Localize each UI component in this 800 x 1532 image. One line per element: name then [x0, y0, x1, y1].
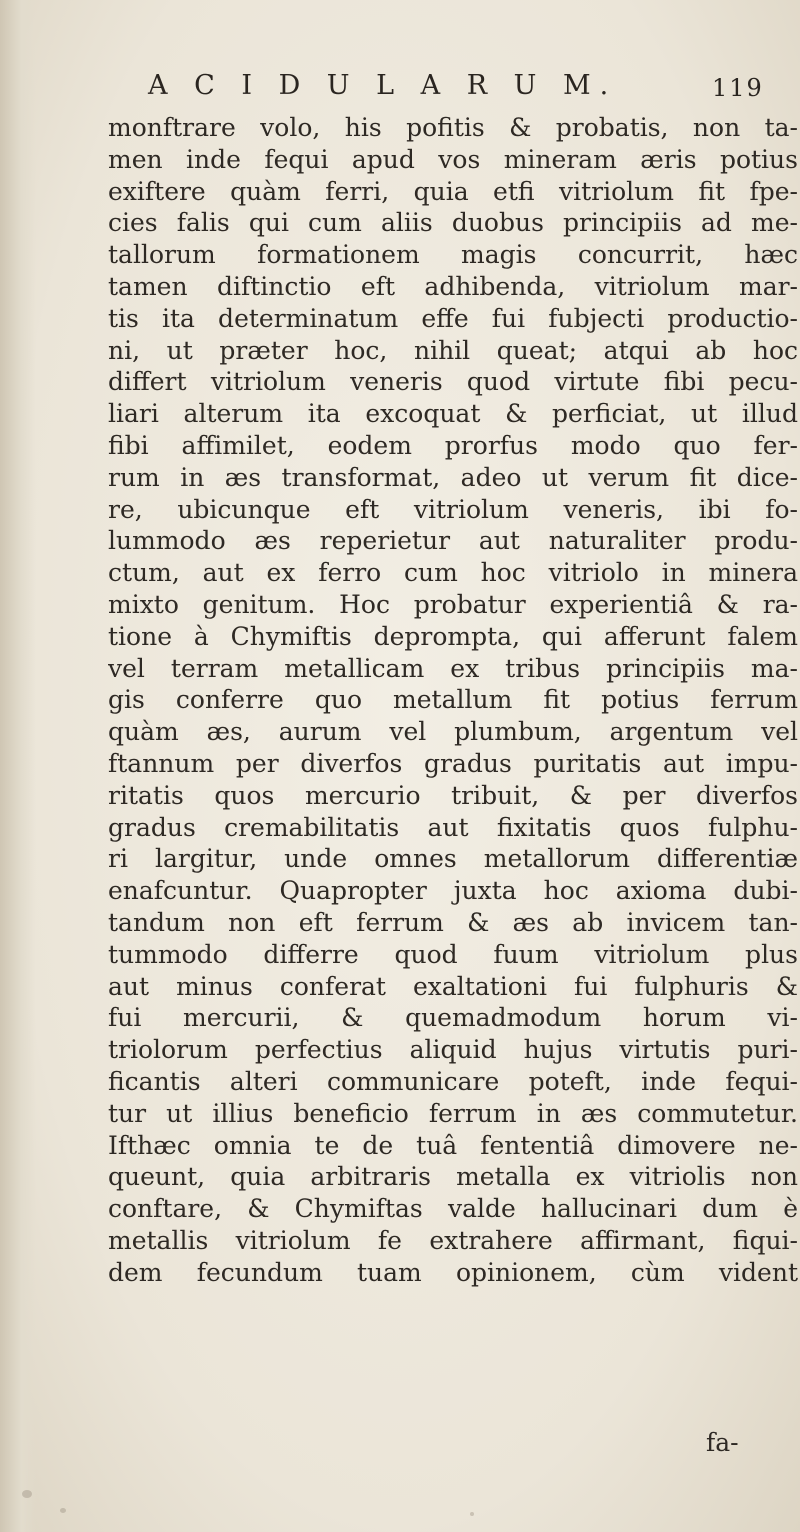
text-line: exiftere quàm ferri, quia etfi vitriolum fit fpe-	[108, 176, 798, 206]
text-line: triolorum perfectius aliquid hujus virtutis puri-	[108, 1035, 798, 1065]
text-line: conftare, & Chymiftas valde hallucinari dum è	[108, 1194, 798, 1224]
text-line: aut minus conferat exaltationi fui fulphuris &	[108, 971, 798, 1001]
page-number: 119	[712, 74, 764, 102]
catchword: fa-	[706, 1428, 739, 1457]
text-line: mixto genitum. Hoc probatur experientiâ & ra-	[108, 589, 798, 619]
text-line: tione à Chymiftis deprompta, qui afferunt falem	[108, 621, 798, 651]
text-line: enafcuntur. Quapropter juxta hoc axioma dubi-	[108, 876, 798, 906]
body-text	[108, 112, 798, 1288]
text-line: differt vitriolum veneris quod virtute fibi pecu-	[108, 367, 798, 397]
text-line: metallis vitriolum fe extrahere affirmant, fiqui-	[108, 1225, 798, 1255]
page-header	[0, 70, 800, 110]
text-line: tandum non eft ferrum & æs ab invicem tan-	[108, 907, 798, 937]
text-line: tamen diftinctio eft adhibenda, vitriolum mar-	[108, 271, 798, 301]
text-line: ri largitur, unde omnes metallorum differentiæ	[108, 844, 798, 874]
text-line: ficantis alteri communicare poteft, inde fequi-	[108, 1066, 798, 1096]
text-line: queunt, quia arbitraris metalla ex vitriolis non	[108, 1162, 798, 1192]
text-line: gradus cremabilitatis aut fixitatis quos fulphu-	[108, 812, 798, 842]
running-head: A C I D U L A R U M.	[148, 70, 618, 101]
text-line: fibi affimilet, eodem prorfus modo quo fer-	[108, 430, 798, 460]
text-line: Ifthæc omnia te de tuâ fententiâ dimovere ne-	[108, 1130, 798, 1160]
text-line: fui mercurii, & quemadmodum horum vi-	[108, 1003, 798, 1033]
text-line: liari alterum ita excoquat & perficiat, ut illud	[108, 399, 798, 429]
binding-gutter-shadow	[0, 0, 36, 1532]
paper-spot	[22, 1490, 32, 1498]
text-line: men inde fequi apud vos mineram æris potius	[108, 144, 798, 174]
text-line: tis ita determinatum effe fui fubjecti productio-	[108, 303, 798, 333]
paper-spot	[60, 1508, 66, 1513]
paper-spot	[470, 1512, 474, 1516]
text-line: ritatis quos mercurio tribuit, & per diverfos	[108, 780, 798, 810]
text-line: lummodo æs reperietur aut naturaliter produ-	[108, 526, 798, 556]
text-line: tur ut illius beneficio ferrum in æs commutetur.	[108, 1098, 798, 1128]
text-line: re, ubicunque eft vitriolum veneris, ibi fo-	[108, 494, 798, 524]
text-line: quàm æs, aurum vel plumbum, argentum vel	[108, 717, 798, 747]
text-line: rum in æs transformat, adeo ut verum fit dice-	[108, 462, 798, 492]
text-line: ctum, aut ex ferro cum hoc vitriolo in minera	[108, 558, 798, 588]
text-line: ni, ut præter hoc, nihil queat; atqui ab hoc	[108, 335, 798, 365]
text-line: gis conferre quo metallum fit potius ferrum	[108, 685, 798, 715]
text-line: ftannum per diverfos gradus puritatis aut impu-	[108, 748, 798, 778]
text-line: vel terram metallicam ex tribus principiis ma-	[108, 653, 798, 683]
text-line: dem fecundum tuam opinionem, cùm vident	[108, 1257, 798, 1287]
text-line: monftrare volo, his pofitis & probatis, non ta-	[108, 113, 798, 142]
text-line: cies falis qui cum aliis duobus principiis ad me-	[108, 208, 798, 238]
text-line: tummodo differre quod fuum vitriolum plus	[108, 939, 798, 969]
text-line: tallorum formationem magis concurrit, hæc	[108, 240, 798, 270]
